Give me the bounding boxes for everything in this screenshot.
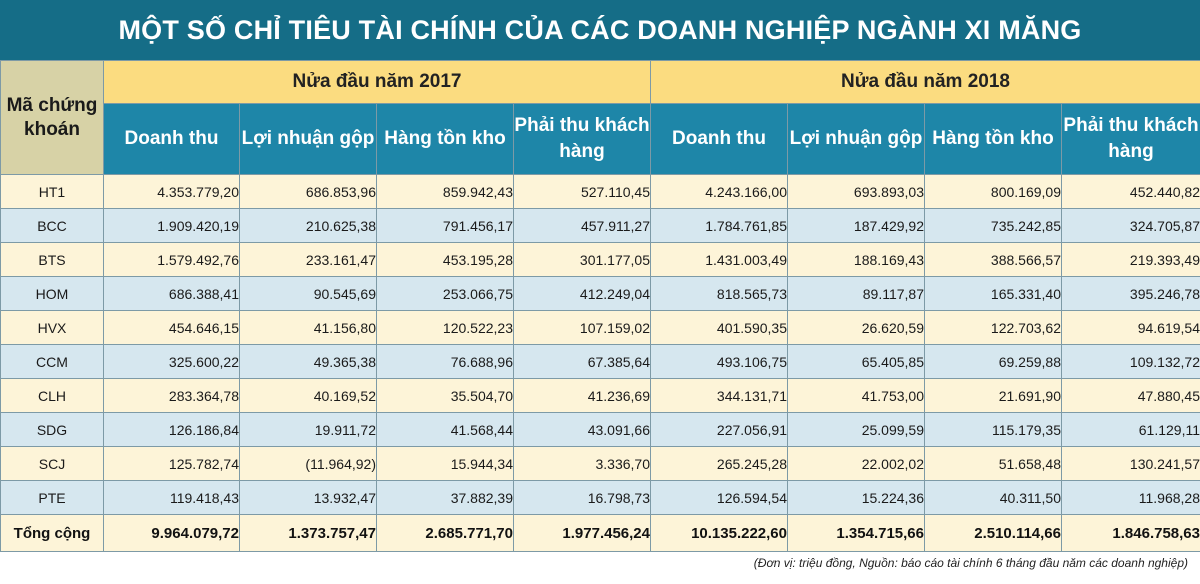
value-cell: 791.456,17 — [377, 209, 514, 243]
value-cell: 130.241,57 — [1062, 447, 1200, 481]
value-cell: 1.784.761,85 — [651, 209, 788, 243]
value-cell: 165.331,40 — [925, 277, 1062, 311]
table-row — [1, 243, 1200, 277]
value-cell: 818.565,73 — [651, 277, 788, 311]
period-2017-header: Nửa đầu năm 2017 — [104, 61, 651, 104]
value-cell: 859.942,43 — [377, 175, 514, 209]
value-cell: 120.522,23 — [377, 311, 514, 345]
value-cell: 395.246,78 — [1062, 277, 1200, 311]
value-cell: 693.893,03 — [788, 175, 925, 209]
value-cell: 227.056,91 — [651, 413, 788, 447]
value-cell: 493.106,75 — [651, 345, 788, 379]
stock-code-cell: HOM — [1, 277, 104, 311]
table-row — [1, 311, 1200, 345]
financial-table — [0, 60, 1200, 552]
value-cell: 453.195,28 — [377, 243, 514, 277]
value-cell: 388.566,57 — [925, 243, 1062, 277]
value-cell: 219.393,49 — [1062, 243, 1200, 277]
value-cell: 735.242,85 — [925, 209, 1062, 243]
value-cell: 457.911,27 — [514, 209, 651, 243]
total-value-cell: 1.373.757,47 — [240, 515, 377, 552]
value-cell: 41.236,69 — [514, 379, 651, 413]
value-cell: 325.600,22 — [104, 345, 240, 379]
stock-code-cell: HVX — [1, 311, 104, 345]
value-cell: 49.365,38 — [240, 345, 377, 379]
stock-code-cell: CLH — [1, 379, 104, 413]
value-cell: 37.882,39 — [377, 481, 514, 515]
value-cell: 401.590,35 — [651, 311, 788, 345]
value-cell: 344.131,71 — [651, 379, 788, 413]
value-cell: 107.159,02 — [514, 311, 651, 345]
value-cell: 188.169,43 — [788, 243, 925, 277]
stock-code-cell: BCC — [1, 209, 104, 243]
total-value-cell: 9.964.079,72 — [104, 515, 240, 552]
table-row — [1, 481, 1200, 515]
value-cell: 35.504,70 — [377, 379, 514, 413]
total-value-cell: 1.977.456,24 — [514, 515, 651, 552]
table-row — [1, 345, 1200, 379]
col-receivables-2017: Phải thu khách hàng — [514, 104, 651, 175]
value-cell: 686.388,41 — [104, 277, 240, 311]
value-cell: 13.932,47 — [240, 481, 377, 515]
table-row — [1, 447, 1200, 481]
value-cell: 11.968,28 — [1062, 481, 1200, 515]
value-cell: (11.964,92) — [240, 447, 377, 481]
value-cell: 119.418,43 — [104, 481, 240, 515]
value-cell: 90.545,69 — [240, 277, 377, 311]
col-revenue-2017: Doanh thu — [104, 104, 240, 175]
value-cell: 1.431.003,49 — [651, 243, 788, 277]
value-cell: 25.099,59 — [788, 413, 925, 447]
value-cell: 115.179,35 — [925, 413, 1062, 447]
code-column-header: Mã chứng khoán — [1, 61, 104, 175]
value-cell: 122.703,62 — [925, 311, 1062, 345]
value-cell: 40.169,52 — [240, 379, 377, 413]
value-cell: 3.336,70 — [514, 447, 651, 481]
value-cell: 1.579.492,76 — [104, 243, 240, 277]
value-cell: 26.620,59 — [788, 311, 925, 345]
stock-code-cell: PTE — [1, 481, 104, 515]
value-cell: 41.753,00 — [788, 379, 925, 413]
stock-code-cell: SCJ — [1, 447, 104, 481]
value-cell: 51.658,48 — [925, 447, 1062, 481]
stock-code-cell: SDG — [1, 413, 104, 447]
col-inventory-2018: Hàng tồn kho — [925, 104, 1062, 175]
total-value-cell: 2.510.114,66 — [925, 515, 1062, 552]
value-cell: 15.944,34 — [377, 447, 514, 481]
period-2018-header: Nửa đầu năm 2018 — [651, 61, 1200, 104]
value-cell: 301.177,05 — [514, 243, 651, 277]
stock-code-cell: BTS — [1, 243, 104, 277]
value-cell: 19.911,72 — [240, 413, 377, 447]
value-cell: 800.169,09 — [925, 175, 1062, 209]
value-cell: 61.129,11 — [1062, 413, 1200, 447]
value-cell: 67.385,64 — [514, 345, 651, 379]
col-gross-profit-2017: Lợi nhuận gộp — [240, 104, 377, 175]
value-cell: 40.311,50 — [925, 481, 1062, 515]
col-gross-profit-2018: Lợi nhuận gộp — [788, 104, 925, 175]
value-cell: 4.243.166,00 — [651, 175, 788, 209]
value-cell: 69.259,88 — [925, 345, 1062, 379]
total-label-cell: Tổng cộng — [1, 515, 104, 552]
value-cell: 265.245,28 — [651, 447, 788, 481]
total-value-cell: 1.846.758,63 — [1062, 515, 1200, 552]
value-cell: 126.594,54 — [651, 481, 788, 515]
value-cell: 94.619,54 — [1062, 311, 1200, 345]
value-cell: 210.625,38 — [240, 209, 377, 243]
value-cell: 454.646,15 — [104, 311, 240, 345]
value-cell: 126.186,84 — [104, 413, 240, 447]
value-cell: 76.688,96 — [377, 345, 514, 379]
value-cell: 41.156,80 — [240, 311, 377, 345]
value-cell: 412.249,04 — [514, 277, 651, 311]
value-cell: 452.440,82 — [1062, 175, 1200, 209]
table-title: MỘT SỐ CHỈ TIÊU TÀI CHÍNH CỦA CÁC DOANH NGHIỆP NGÀNH XI MĂNG — [0, 0, 1200, 60]
total-value-cell: 1.354.715,66 — [788, 515, 925, 552]
table-row — [1, 413, 1200, 447]
col-receivables-2018: Phải thu khách hàng — [1062, 104, 1200, 175]
value-cell: 65.405,85 — [788, 345, 925, 379]
value-cell: 233.161,47 — [240, 243, 377, 277]
value-cell: 187.429,92 — [788, 209, 925, 243]
source-note: (Đơn vị: triệu đồng, Nguồn: báo cáo tài chính 6 tháng đầu năm các doanh nghiệp) — [753, 556, 1188, 570]
value-cell: 15.224,36 — [788, 481, 925, 515]
value-cell: 43.091,66 — [514, 413, 651, 447]
value-cell: 21.691,90 — [925, 379, 1062, 413]
value-cell: 527.110,45 — [514, 175, 651, 209]
value-cell: 253.066,75 — [377, 277, 514, 311]
total-value-cell: 2.685.771,70 — [377, 515, 514, 552]
table-row — [1, 209, 1200, 243]
total-value-cell: 10.135.222,60 — [651, 515, 788, 552]
value-cell: 41.568,44 — [377, 413, 514, 447]
value-cell: 4.353.779,20 — [104, 175, 240, 209]
value-cell: 47.880,45 — [1062, 379, 1200, 413]
table-row — [1, 379, 1200, 413]
stock-code-cell: CCM — [1, 345, 104, 379]
stock-code-cell: HT1 — [1, 175, 104, 209]
table-row — [1, 277, 1200, 311]
value-cell: 1.909.420,19 — [104, 209, 240, 243]
value-cell: 324.705,87 — [1062, 209, 1200, 243]
value-cell: 22.002,02 — [788, 447, 925, 481]
value-cell: 16.798,73 — [514, 481, 651, 515]
col-inventory-2017: Hàng tồn kho — [377, 104, 514, 175]
value-cell: 125.782,74 — [104, 447, 240, 481]
col-revenue-2018: Doanh thu — [651, 104, 788, 175]
table-row — [1, 175, 1200, 209]
value-cell: 283.364,78 — [104, 379, 240, 413]
value-cell: 686.853,96 — [240, 175, 377, 209]
value-cell: 109.132,72 — [1062, 345, 1200, 379]
total-row — [1, 515, 1200, 552]
value-cell: 89.117,87 — [788, 277, 925, 311]
